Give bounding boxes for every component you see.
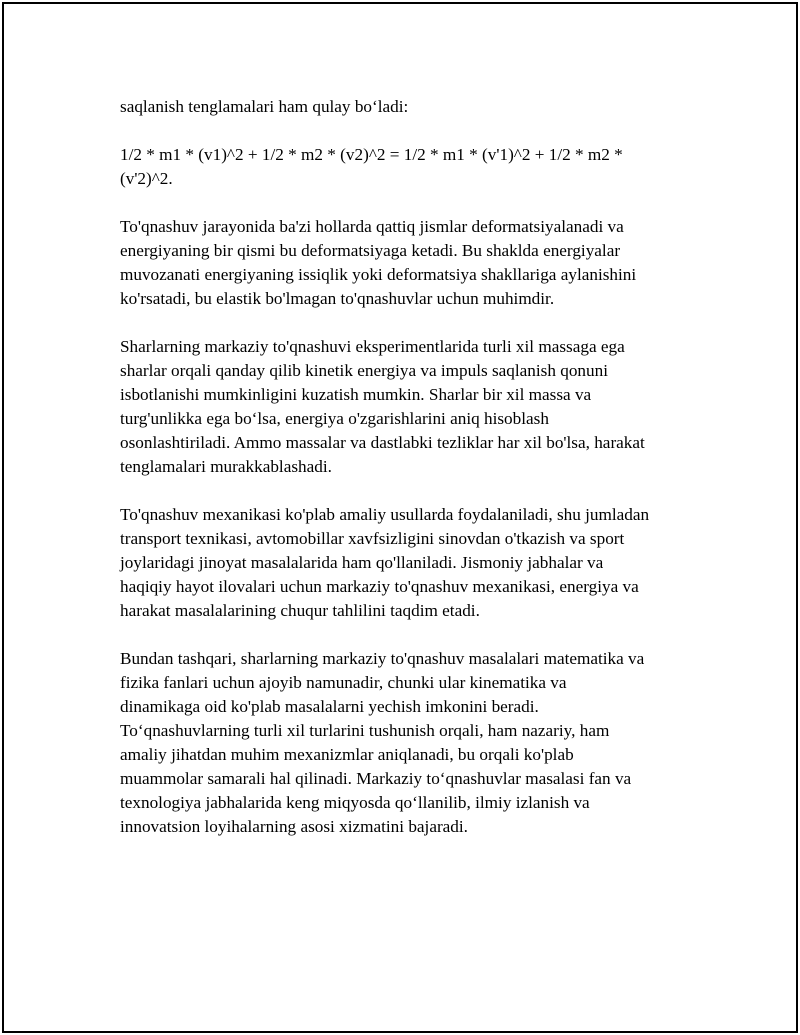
paragraph-experiments: Sharlarning markaziy to'qnashuvi eksperimentlarida turli xil massaga ega sharlar orqali qanday qilib kinetik energiya va impuls saqlanish qonuni isbotlanishi mumkinligini kuzatish mumkin. Sharlar bir xil massa va turg'unlikka ega bo‘lsa, energiya o'zgarishlarini aniq hisoblash osonlashtiriladi. Ammo massalar va dastlabki tezliklar har xil bo'lsa, harakat tenglamalari murakkablashadi.	[120, 337, 645, 476]
document-page	[2, 2, 798, 1033]
paragraph-deformation: To'qnashuv jarayonida ba'zi hollarda qattiq jismlar deformatsiyalanadi va energiyaning bir qismi bu deformatsiyaga ketadi. Bu shaklda energiyalar muvozanati energiyaning issiqlik yoki deformatsiya shakllariga aylanishini ko'rsatadi, bu elastik bo'lmagan to'qnashuvlar uchun muhimdir.	[120, 217, 637, 308]
paragraph-applications: To'qnashuv mexanikasi ko'plab amaliy usullarda foydalaniladi, shu jumladan transport texnikasi, avtomobillar xavfsizligini sinovdan o'tkazish va sport joylaridagi jinoyat masalalarida ham qo'llaniladi. Jismoniy jabhalar va haqiqiy hayot ilovalari uchun markaziy to'qnashuv mexanikasi, energiya va harakat masalalarining chuqur tahlilini taqdim etadi.	[120, 505, 650, 620]
paragraph-conclusion: Bundan tashqari, sharlarning markaziy to'qnashuv masalalari matematika va fizika fanlari uchun ajoyib namunadir, chunki ular kinematika va dinamikaga oid ko'plab masalalarni yechish imkonini beradi. To‘qnashuvlarning turli xil turlarini tushunish orqali, ham nazariy, ham amaliy jihatdan muhim mexanizmlar aniqlanadi, bu orqali ko'plab muammolar samarali hal qilinadi. Markaziy to‘qnashuvlar masalasi fan va texnologiya jabhalarida keng miqyosda qo‘llanilib, ilmiy izlanish va innovatsion loyihalarning asosi xizmatini bajaradi.	[120, 649, 645, 836]
paragraph-intro: saqlanish tenglamalari ham qulay bo‘ladi:	[120, 97, 409, 116]
document-body	[120, 95, 700, 863]
paragraph-equation: 1/2 * m1 * (v1)^2 + 1/2 * m2 * (v2)^2 = 1/2 * m1 * (v'1)^2 + 1/2 * m2 * (v'2)^2.	[120, 145, 623, 188]
